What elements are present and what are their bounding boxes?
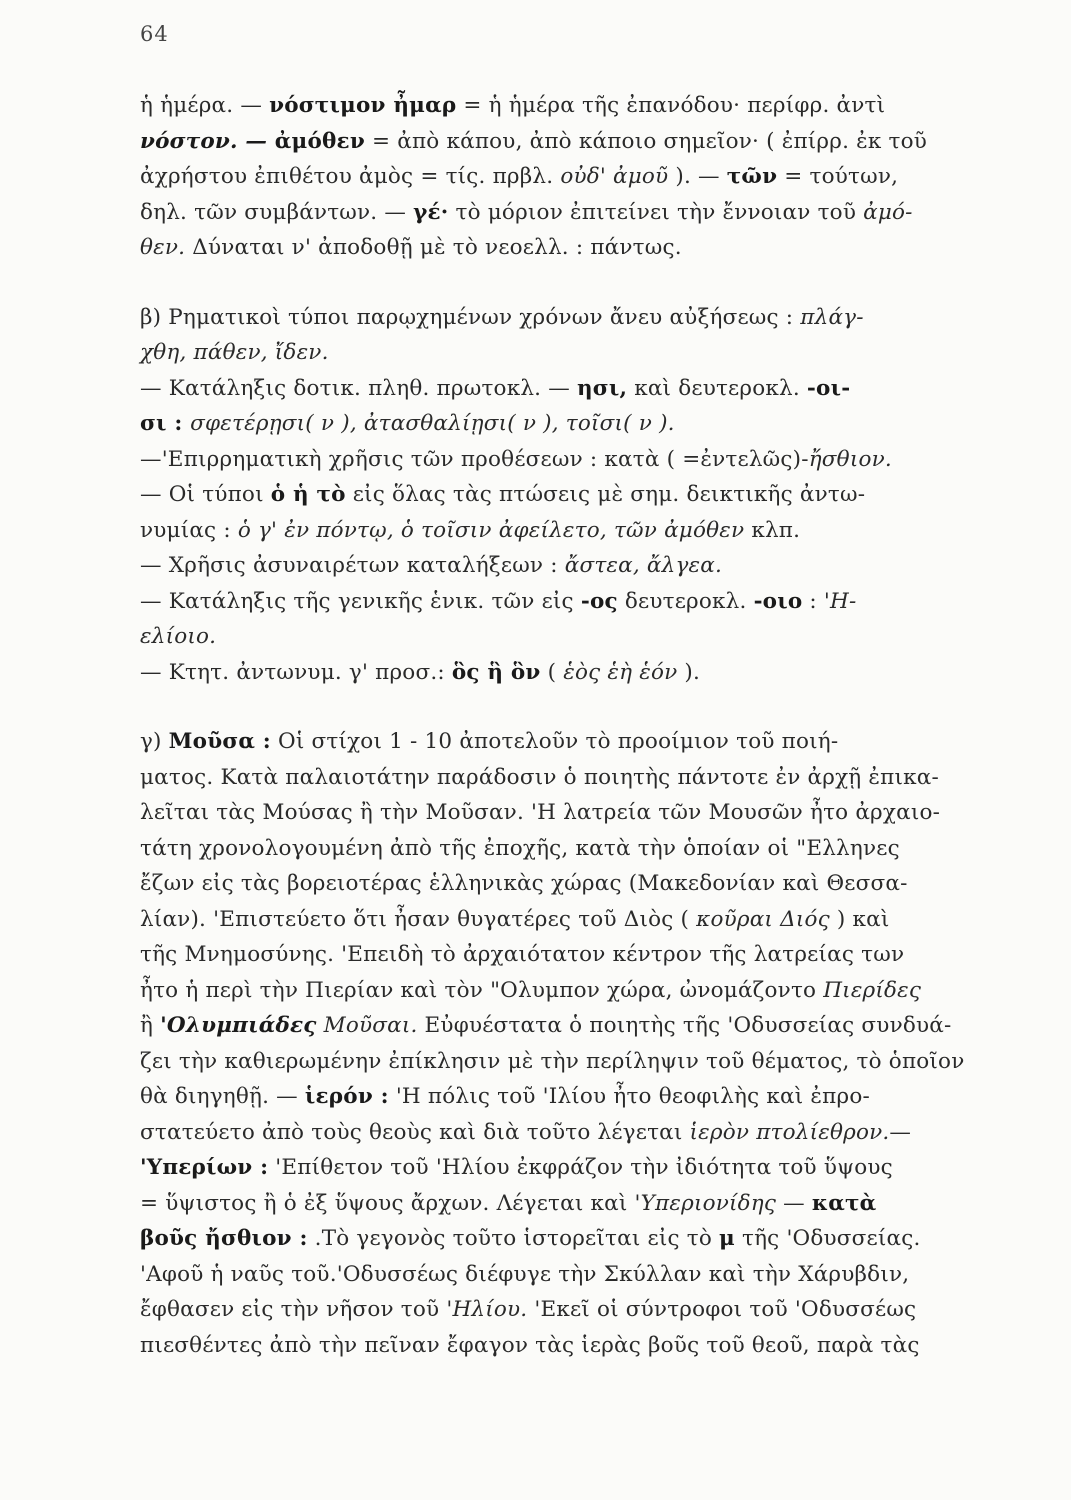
text-run: χθη, πάθεν, ἴδεν. xyxy=(140,340,329,365)
text-line xyxy=(140,406,1045,442)
text-line xyxy=(140,1292,1045,1328)
text-line xyxy=(140,1115,1045,1151)
text-run: κοῦραι Διός xyxy=(696,906,830,932)
text-run: ἀχρήστου ἐπιθέτου ἀμὸς = τίς. πρβλ. xyxy=(140,164,561,189)
text-run: ἀμό- xyxy=(863,199,913,225)
text-run: ἔζων εἰς τὰς βορειοτέρας ἑλληνικὰς χώρας (Μακεδονίαν καὶ Θεσσα- xyxy=(140,871,908,896)
text-run: καὶ δευτεροκλ. xyxy=(627,375,807,401)
text-line xyxy=(140,584,1045,620)
text-line xyxy=(140,1257,1045,1293)
text-line xyxy=(140,724,1045,760)
text-line xyxy=(140,1150,1045,1186)
text-line xyxy=(140,300,1045,336)
text-run: θὰ διηγηθῇ. — xyxy=(140,1084,305,1109)
text-line xyxy=(140,1044,1045,1080)
text-run: — Κατάληξις δοτικ. πληθ. πρωτοκλ. — xyxy=(140,375,577,401)
text-line xyxy=(140,477,1045,513)
text-run: ἄστεα, ἄλγεα. xyxy=(564,553,723,578)
text-run: ) καὶ xyxy=(829,906,890,932)
text-run: ὃς ἣ ὃν xyxy=(451,659,541,685)
text-run: σφετέρῃσι( ν ), ἀτασθαλίῃσι( ν ), τοῖσι( ν ). xyxy=(190,411,675,436)
text-run: ( xyxy=(540,659,564,685)
text-run xyxy=(317,1013,324,1038)
text-line xyxy=(140,1079,1045,1115)
text-run: πιεσθέντες ἀπὸ τὴν πεῖναν ἔφαγον τὰς ἱερὰς βοῦς τοῦ θεοῦ, παρὰ τὰς xyxy=(140,1332,920,1358)
text-line xyxy=(140,513,1045,549)
text-line xyxy=(140,230,1045,266)
text-run: — Κτητ. ἀντωνυμ. γ' προσ.: xyxy=(140,659,452,685)
text-run: βοῦς ἤσθιον : xyxy=(140,1226,308,1251)
text-line xyxy=(140,973,1045,1009)
text-run: ἀμόθεν xyxy=(274,128,365,154)
text-line xyxy=(140,124,1045,160)
text-line xyxy=(140,866,1045,902)
text-run: 'Εκεῖ οἱ σύντροφοι τοῦ 'Οδυσσέως xyxy=(527,1297,917,1322)
text-run: : xyxy=(802,588,824,614)
text-line xyxy=(140,1008,1045,1044)
text-run: -οιο xyxy=(753,588,803,614)
text-run: 'Υπεριονίδης xyxy=(634,1190,777,1216)
text-run: 'Υπερίων : xyxy=(140,1155,269,1180)
text-run: Μοῦσαι. xyxy=(323,1013,418,1038)
text-run: τὸ μόριον ἐπιτείνει τὴν ἔννοιαν τοῦ xyxy=(448,199,864,225)
text-run: Μοῦσα : xyxy=(168,729,271,754)
text-line xyxy=(140,937,1045,973)
text-run: Δύναται ν' ἀποδοθῇ μὲ τὸ νεοελλ. : πάντως. xyxy=(185,235,682,260)
text-line xyxy=(140,195,1045,231)
text-run: Πιερίδες xyxy=(823,977,922,1003)
text-run: κλπ. xyxy=(744,517,801,543)
text-line xyxy=(140,655,1045,691)
text-run: 'Η- xyxy=(823,588,857,614)
text-run: = ἡ ἡμέρα τῆς ἐπανόδου· περίφρ. ἀντὶ xyxy=(456,93,886,118)
text-run: ελίοιο. xyxy=(140,624,217,649)
text-line xyxy=(140,371,1045,407)
text-run: γέ· xyxy=(413,199,449,225)
text-run: τῆς Μνημοσύνης. 'Επειδὴ τὸ ἀρχαιότατον κέντρον τῆς λατρείας των xyxy=(140,942,905,967)
text-run: λίαν). 'Επιστεύετο ὅτι ἦσαν θυγατέρες τοῦ Διὸς ( xyxy=(140,906,697,932)
text-run: ). xyxy=(677,659,701,685)
text-run: τάτη χρονολογουμένη ἀπὸ τῆς ἐποχῆς, κατὰ τὴν ὁποίαν οἱ "Ελληνες xyxy=(140,835,900,861)
text-run: ἢ xyxy=(140,1013,161,1038)
text-run: 'Ηλίου. xyxy=(446,1297,528,1322)
text-run: = ὕψιστος ἢ ὁ ἐξ ὕψους ἄρχων. Λέγεται καὶ xyxy=(140,1190,635,1216)
text-run: ἤσθιον. xyxy=(808,446,892,472)
text-run: .Τὸ γεγονὸς τοῦτο ἱστορεῖται εἰς τὸ xyxy=(307,1226,720,1251)
text-run: πλάγ- xyxy=(800,304,864,330)
text-run: ἑὸς ἑὴ ἑόν xyxy=(563,659,678,685)
paragraph-gap xyxy=(140,690,1045,724)
text-run: τῶν xyxy=(726,164,778,189)
text-line xyxy=(140,902,1045,938)
text-run: ἔφθασεν εἰς τὴν νῆσον τοῦ xyxy=(140,1297,447,1322)
page-number: 64 xyxy=(140,22,169,46)
text-line xyxy=(140,442,1045,478)
text-run: — Χρῆσις ἀσυναιρέτων καταλήξεων : xyxy=(140,553,565,578)
text-run: ). — xyxy=(668,164,727,189)
text-run: = ἀπὸ κάπου, ἀπὸ κάποιο σημεῖον· ( ἐπίρρ. ἐκ τοῦ xyxy=(364,128,928,154)
paragraph-gap xyxy=(140,266,1045,300)
text-run: — Οἱ τύποι xyxy=(140,482,271,507)
text-run: 'Αφοῦ ἡ ναῦς τοῦ.'Οδυσσέως διέφυγε τὴν Σκύλλαν καὶ τὴν Χάρυβδιν, xyxy=(140,1261,910,1287)
text-run: γ) xyxy=(140,729,169,754)
text-line xyxy=(140,1221,1045,1257)
text-run: τῆς 'Οδυσσείας. xyxy=(734,1226,921,1251)
text-line xyxy=(140,1186,1045,1222)
body-text xyxy=(140,88,1045,1363)
text-run: ὁ γ' ἐν πόντῳ, ὁ τοῖσιν ἀφείλετο, τῶν ἀμόθεν xyxy=(237,517,745,543)
text-run: 'Ολυμπιάδες xyxy=(160,1013,317,1038)
text-run: ματος. Κατὰ παλαιοτάτην παράδοσιν ὁ ποιητὴς πάντοτε ἐν ἀρχῇ ἐπικα- xyxy=(140,764,939,790)
text-run: μ xyxy=(719,1226,735,1251)
text-run: θεν. xyxy=(140,235,186,260)
text-line xyxy=(140,88,1045,124)
text-run: κατὰ xyxy=(811,1190,877,1216)
text-line xyxy=(140,795,1045,831)
text-run: — xyxy=(776,1190,812,1216)
text-run: νόστον. — xyxy=(140,128,275,154)
text-run: νόστιμον ἦμαρ xyxy=(269,93,457,118)
text-run: ἱερόν : xyxy=(304,1084,389,1109)
text-run: — Κατάληξις τῆς γενικῆς ἑνικ. τῶν εἰς xyxy=(140,588,581,614)
text-run: Οἱ στίχοι 1 - 10 ἀποτελοῦν τὸ προοίμιον τοῦ ποιή- xyxy=(270,729,839,754)
text-line xyxy=(140,760,1045,796)
text-run: = τούτων, xyxy=(777,164,899,189)
text-run: ησι, xyxy=(576,375,628,401)
text-run: ἦτο ἡ περὶ τὴν Πιερίαν καὶ τὸν "Ολυμπον χώρα, ὠνομάζοντο xyxy=(140,977,824,1003)
text-run: -οι- xyxy=(806,375,851,401)
text-run: ζει τὴν καθιερωμένην ἐπίκλησιν μὲ τὴν περίληψιν τοῦ θέματος, τὸ ὁποῖον xyxy=(140,1048,965,1074)
text-line xyxy=(140,831,1045,867)
text-run: λεῖται τὰς Μούσας ἢ τὴν Μοῦσαν. 'Η λατρεία τῶν Μουσῶν ἦτο ἀρχαιο- xyxy=(140,800,941,825)
text-line xyxy=(140,548,1045,584)
text-run: — xyxy=(889,1119,912,1145)
text-line xyxy=(140,335,1045,371)
text-run: νυμίας : xyxy=(140,517,238,543)
text-run: Εὐφυέστατα ὁ ποιητὴς τῆς 'Οδυσσείας συνδυά- xyxy=(417,1013,952,1038)
text-run: —'Επιρρηματικὴ χρῆσις τῶν προθέσεων : κατὰ ( =ἐντελῶς)- xyxy=(140,446,809,472)
text-run: ἡ ἡμέρα. — xyxy=(140,93,270,118)
text-line xyxy=(140,619,1045,655)
text-run: β) Ρηματικοὶ τύποι παρῳχημένων χρόνων ἄνευ αὐξήσεως : xyxy=(140,304,801,330)
text-line xyxy=(140,159,1045,195)
text-run: δευτεροκλ. xyxy=(617,588,754,614)
text-run: 'Επίθετον τοῦ 'Ηλίου ἐκφράζον τὴν ἰδιότητα τοῦ ὕψους xyxy=(268,1155,893,1180)
text-run: οὐδ' ἀμοῦ xyxy=(560,164,669,189)
text-run: σι : xyxy=(140,411,191,436)
text-run: στατεύετο ἀπὸ τοὺς θεοὺς καὶ διὰ τοῦτο λέγεται xyxy=(140,1119,690,1145)
text-run: -ος xyxy=(580,588,618,614)
text-run: ὁ ἡ τὸ xyxy=(270,482,346,507)
text-line xyxy=(140,1328,1045,1364)
text-run: 'Η πόλις τοῦ 'Ιλίου ἦτο θεοφιλὴς καὶ ἐπρο- xyxy=(388,1084,870,1109)
text-run: ἱερὸν πτολίεθρον. xyxy=(689,1119,890,1145)
text-run: εἰς ὅλας τὰς πτώσεις μὲ σημ. δεικτικῆς ἀντω- xyxy=(345,482,866,507)
text-run: δηλ. τῶν συμβάντων. — xyxy=(140,199,414,225)
